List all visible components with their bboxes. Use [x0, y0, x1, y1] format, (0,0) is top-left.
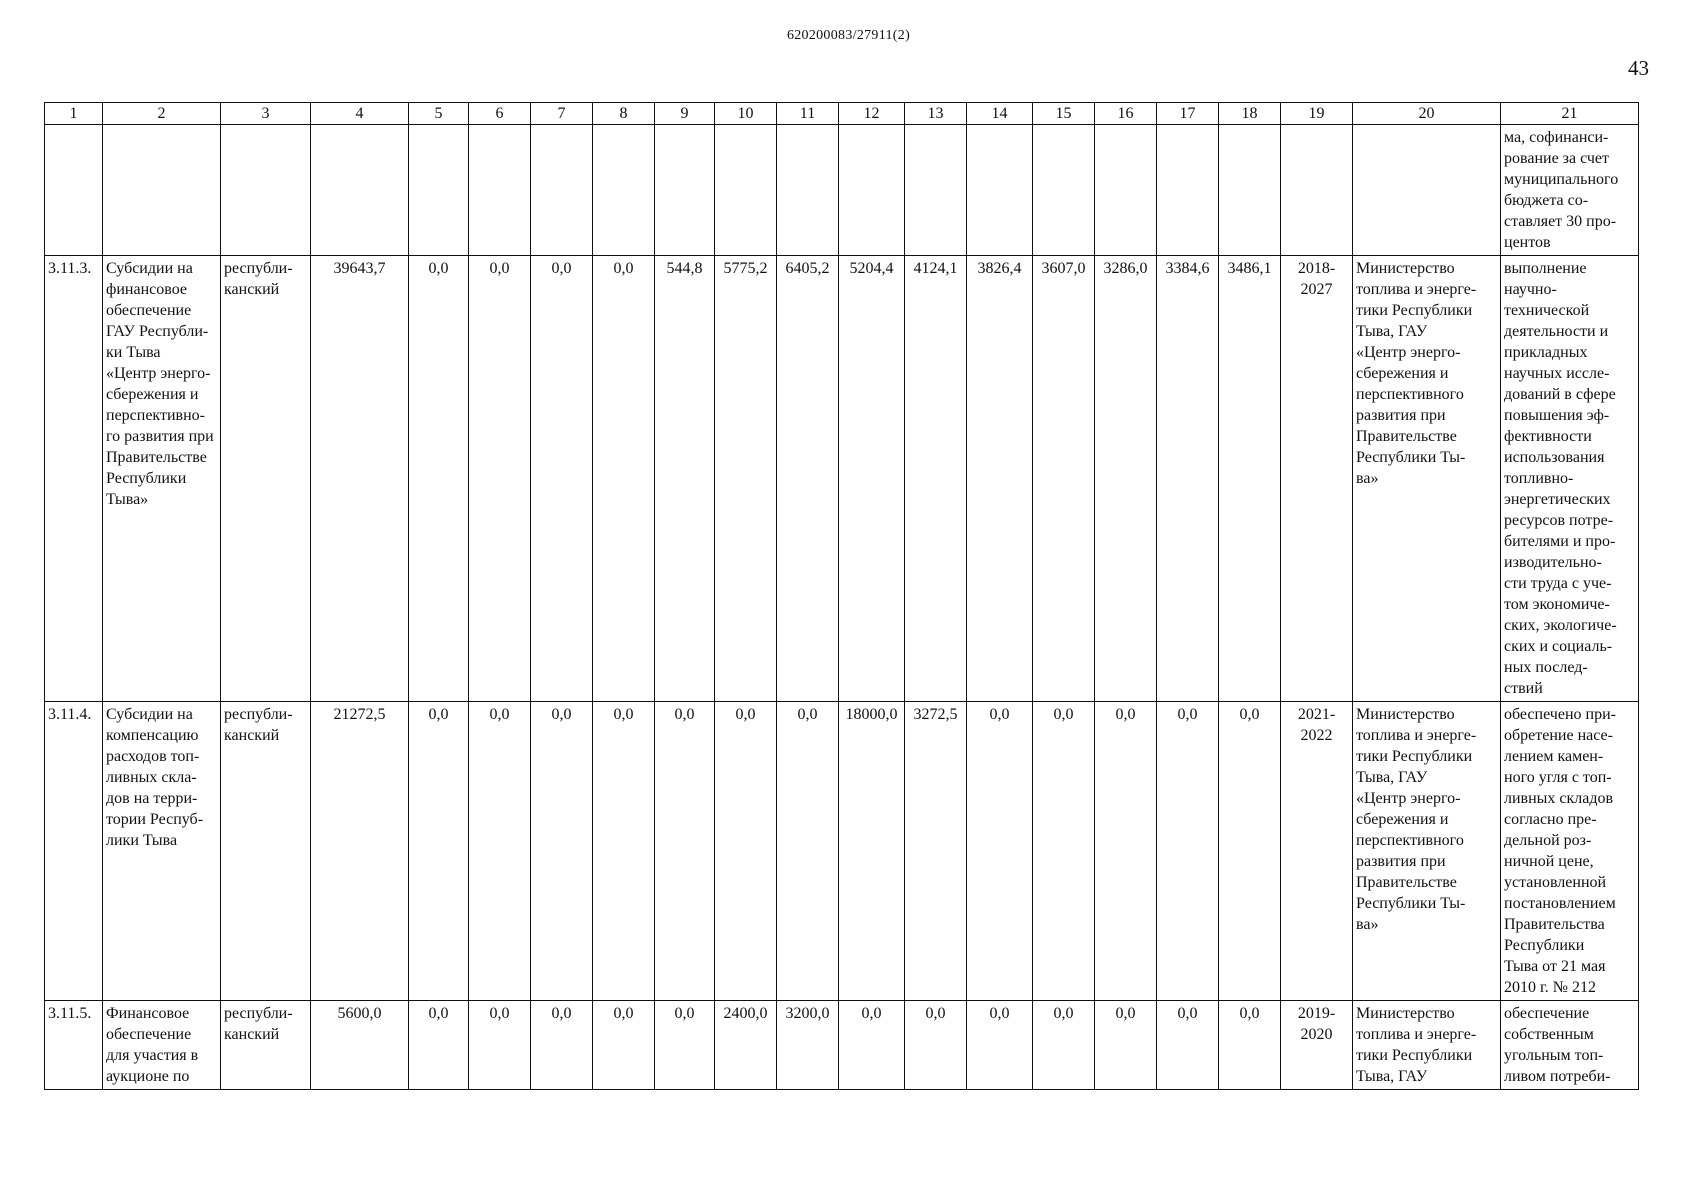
year-amount-cell: 0,0: [593, 256, 655, 702]
budget-type-cell: республи- канский: [221, 256, 311, 702]
year-amount-cell: 3826,4: [967, 256, 1033, 702]
empty-cell: [221, 125, 311, 256]
year-amount-cell: 0,0: [1095, 702, 1157, 1001]
document-id: 620200083/27911(2): [786, 28, 911, 43]
year-amount-cell: 5204,4: [839, 256, 905, 702]
item-code-cell: 3.11.4.: [45, 702, 103, 1001]
year-amount-cell: 18000,0: [839, 702, 905, 1001]
executor-cell: Министерство топлива и энерге- тики Республики Тыва, ГАУ «Центр энерго- сбережения и перспективного развития при Правительстве Республики Ты- ва»: [1353, 702, 1501, 1001]
year-amount-cell: 0,0: [409, 256, 469, 702]
year-amount-cell: 0,0: [1033, 1001, 1095, 1090]
year-amount-cell: 0,0: [469, 1001, 531, 1090]
empty-cell: [469, 125, 531, 256]
empty-cell: [839, 125, 905, 256]
column-number-15: 15: [1033, 103, 1095, 125]
year-amount-cell: 3286,0: [1095, 256, 1157, 702]
year-amount-cell: 0,0: [967, 1001, 1033, 1090]
column-number-12: 12: [839, 103, 905, 125]
column-number-9: 9: [655, 103, 715, 125]
empty-cell: [715, 125, 777, 256]
year-amount-cell: 0,0: [905, 1001, 967, 1090]
total-amount-cell: 39643,7: [311, 256, 409, 702]
year-amount-cell: 0,0: [839, 1001, 905, 1090]
column-number-row: [45, 103, 1639, 125]
executor-cell: Министерство топлива и энерге- тики Республики Тыва, ГАУ «Центр энерго- сбережения и перспективного развития при Правительстве Республики Ты- ва»: [1353, 256, 1501, 702]
year-amount-cell: 0,0: [715, 702, 777, 1001]
year-amount-cell: 5775,2: [715, 256, 777, 702]
year-amount-cell: 3384,6: [1157, 256, 1219, 702]
program-table: [44, 102, 1639, 1090]
column-number-11: 11: [777, 103, 839, 125]
column-number-6: 6: [469, 103, 531, 125]
expected-result-cell: выполнение научно- технической деятельности и прикладных научных иссле- дований в сфере повышения эф- фективности использования топливно- энергетических ресурсов потре- бителями и про- изводительно- сти труда с уче- том экономиче- ских, экологиче- ских и социаль- ных послед- ствий: [1501, 256, 1639, 702]
year-amount-cell: 0,0: [1219, 702, 1281, 1001]
year-amount-cell: 0,0: [655, 702, 715, 1001]
empty-cell: [593, 125, 655, 256]
year-amount-cell: 0,0: [531, 256, 593, 702]
empty-cell: [531, 125, 593, 256]
period-cell: 2018- 2027: [1281, 256, 1353, 702]
year-amount-cell: 0,0: [469, 702, 531, 1001]
budget-type-cell: республи- канский: [221, 702, 311, 1001]
year-amount-cell: 0,0: [777, 702, 839, 1001]
column-number-14: 14: [967, 103, 1033, 125]
executor-cell: Министерство топлива и энерге- тики Республики Тыва, ГАУ: [1353, 1001, 1501, 1090]
year-amount-cell: 0,0: [593, 702, 655, 1001]
budget-type-cell: республи- канский: [221, 1001, 311, 1090]
item-name-cell: Субсидии на компенсацию расходов топ- ливных скла- дов на терри- тории Респуб- лики Тыва: [103, 702, 221, 1001]
empty-cell: [45, 125, 103, 256]
period-cell: 2021- 2022: [1281, 702, 1353, 1001]
year-amount-cell: 4124,1: [905, 256, 967, 702]
year-amount-cell: 0,0: [409, 702, 469, 1001]
empty-cell: [1219, 125, 1281, 256]
column-number-13: 13: [905, 103, 967, 125]
empty-cell: [409, 125, 469, 256]
result-continuation-cell: ма, софинанси- рование за счет муниципального бюджета со- ставляет 30 про- центов: [1501, 125, 1639, 256]
continuation-row: [45, 125, 1639, 256]
item-name-cell: Субсидии на финансовое обеспечение ГАУ Республи- ки Тыва «Центр энерго- сбережения и перспективно- го развития при Правительстве Республики Тыва»: [103, 256, 221, 702]
empty-cell: [103, 125, 221, 256]
expected-result-cell: обеспечение собственным угольным топ- ливом потреби-: [1501, 1001, 1639, 1090]
column-number-8: 8: [593, 103, 655, 125]
year-amount-cell: 3272,5: [905, 702, 967, 1001]
column-number-21: 21: [1501, 103, 1639, 125]
page-number: 43: [1628, 56, 1649, 80]
column-number-10: 10: [715, 103, 777, 125]
year-amount-cell: 0,0: [1095, 1001, 1157, 1090]
year-amount-cell: 2400,0: [715, 1001, 777, 1090]
year-amount-cell: 3486,1: [1219, 256, 1281, 702]
year-amount-cell: 0,0: [1219, 1001, 1281, 1090]
year-amount-cell: 0,0: [531, 1001, 593, 1090]
empty-cell: [905, 125, 967, 256]
year-amount-cell: 0,0: [531, 702, 593, 1001]
column-number-2: 2: [103, 103, 221, 125]
year-amount-cell: 0,0: [469, 256, 531, 702]
empty-cell: [1353, 125, 1501, 256]
year-amount-cell: 0,0: [967, 702, 1033, 1001]
year-amount-cell: 3200,0: [777, 1001, 839, 1090]
year-amount-cell: 0,0: [655, 1001, 715, 1090]
empty-cell: [655, 125, 715, 256]
year-amount-cell: 6405,2: [777, 256, 839, 702]
year-amount-cell: 0,0: [1157, 702, 1219, 1001]
empty-cell: [967, 125, 1033, 256]
year-amount-cell: 0,0: [593, 1001, 655, 1090]
expected-result-cell: обеспечено при- обретение насе- лением камен- ного угля с топ- ливных складов согласно пре- дельной роз- ничной цене, установленной постановлением Правительства Республики Тыва от 21 мая 2010 г. № 212: [1501, 702, 1639, 1001]
year-amount-cell: 0,0: [1033, 702, 1095, 1001]
empty-cell: [1033, 125, 1095, 256]
column-number-18: 18: [1219, 103, 1281, 125]
empty-cell: [777, 125, 839, 256]
empty-cell: [1157, 125, 1219, 256]
empty-cell: [1281, 125, 1353, 256]
table-row: [45, 702, 1639, 1001]
column-number-7: 7: [531, 103, 593, 125]
year-amount-cell: 3607,0: [1033, 256, 1095, 702]
table-row: [45, 1001, 1639, 1090]
item-code-cell: 3.11.5.: [45, 1001, 103, 1090]
column-number-4: 4: [311, 103, 409, 125]
year-amount-cell: 544,8: [655, 256, 715, 702]
total-amount-cell: 21272,5: [311, 702, 409, 1001]
item-name-cell: Финансовое обеспечение для участия в аукционе по: [103, 1001, 221, 1090]
empty-cell: [1095, 125, 1157, 256]
total-amount-cell: 5600,0: [311, 1001, 409, 1090]
year-amount-cell: 0,0: [1157, 1001, 1219, 1090]
column-number-3: 3: [221, 103, 311, 125]
column-number-20: 20: [1353, 103, 1501, 125]
empty-cell: [311, 125, 409, 256]
year-amount-cell: 0,0: [409, 1001, 469, 1090]
column-number-17: 17: [1157, 103, 1219, 125]
column-number-16: 16: [1095, 103, 1157, 125]
column-number-19: 19: [1281, 103, 1353, 125]
item-code-cell: 3.11.3.: [45, 256, 103, 702]
column-number-5: 5: [409, 103, 469, 125]
period-cell: 2019- 2020: [1281, 1001, 1353, 1090]
table-row: [45, 256, 1639, 702]
column-number-1: 1: [45, 103, 103, 125]
